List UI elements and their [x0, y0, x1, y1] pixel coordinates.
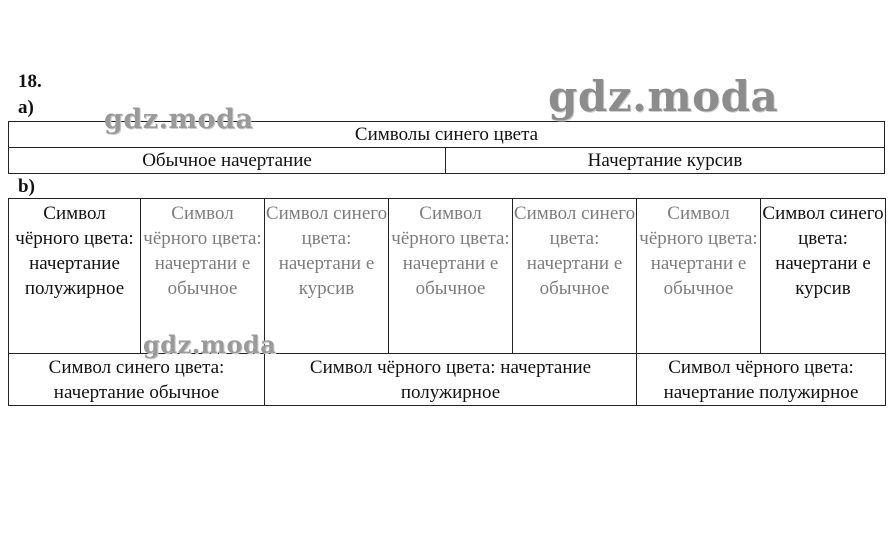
watermark-small: gdz.moda — [143, 330, 277, 359]
cell-text: Символ чёрного цвета: начертани е обычное — [143, 203, 262, 299]
task-number: 18. — [18, 71, 42, 92]
part-a-label: а) — [18, 97, 34, 118]
table-a — [8, 121, 885, 174]
cell-text: Символ чёрного цвета: начертани е обычное — [639, 203, 758, 299]
cell-text: Символ чёрного цвета: начертание полужирное — [15, 203, 134, 299]
watermark-large: gdz.moda — [548, 72, 779, 121]
table-a-header: Символы синего цвета — [9, 122, 885, 148]
table-b-bottom-cell: Символ чёрного цвета: начертание полужирное — [637, 354, 886, 406]
table-b-bottom-cell: Символ чёрного цвета: начертание полужирное — [265, 354, 637, 406]
table-b-cell — [9, 199, 141, 354]
table-b-cell — [265, 199, 389, 354]
part-b-label: b) — [18, 176, 35, 197]
cell-text: Символ синего цвета: начертани е курсив — [265, 203, 388, 299]
table-a-right-cell: Начертание курсив — [446, 148, 885, 174]
table-b-bottom-cell: Символ синего цвета: начертание обычное — [9, 354, 265, 406]
table-a-left-cell: Обычное начертание — [9, 148, 446, 174]
table-b-cell — [637, 199, 761, 354]
table-b-cell — [389, 199, 513, 354]
watermark-small: gdz.moda — [104, 104, 254, 135]
table-b-cell — [513, 199, 637, 354]
table-b-cell — [761, 199, 886, 354]
cell-text: Символ синего цвета: начертани е обычное — [513, 203, 636, 299]
cell-text: Символ синего цвета: начертани е курсив — [762, 203, 884, 299]
cell-text: Символ чёрного цвета: начертани е обычное — [391, 203, 510, 299]
table-b — [8, 198, 886, 406]
table-b-cell — [141, 199, 265, 354]
